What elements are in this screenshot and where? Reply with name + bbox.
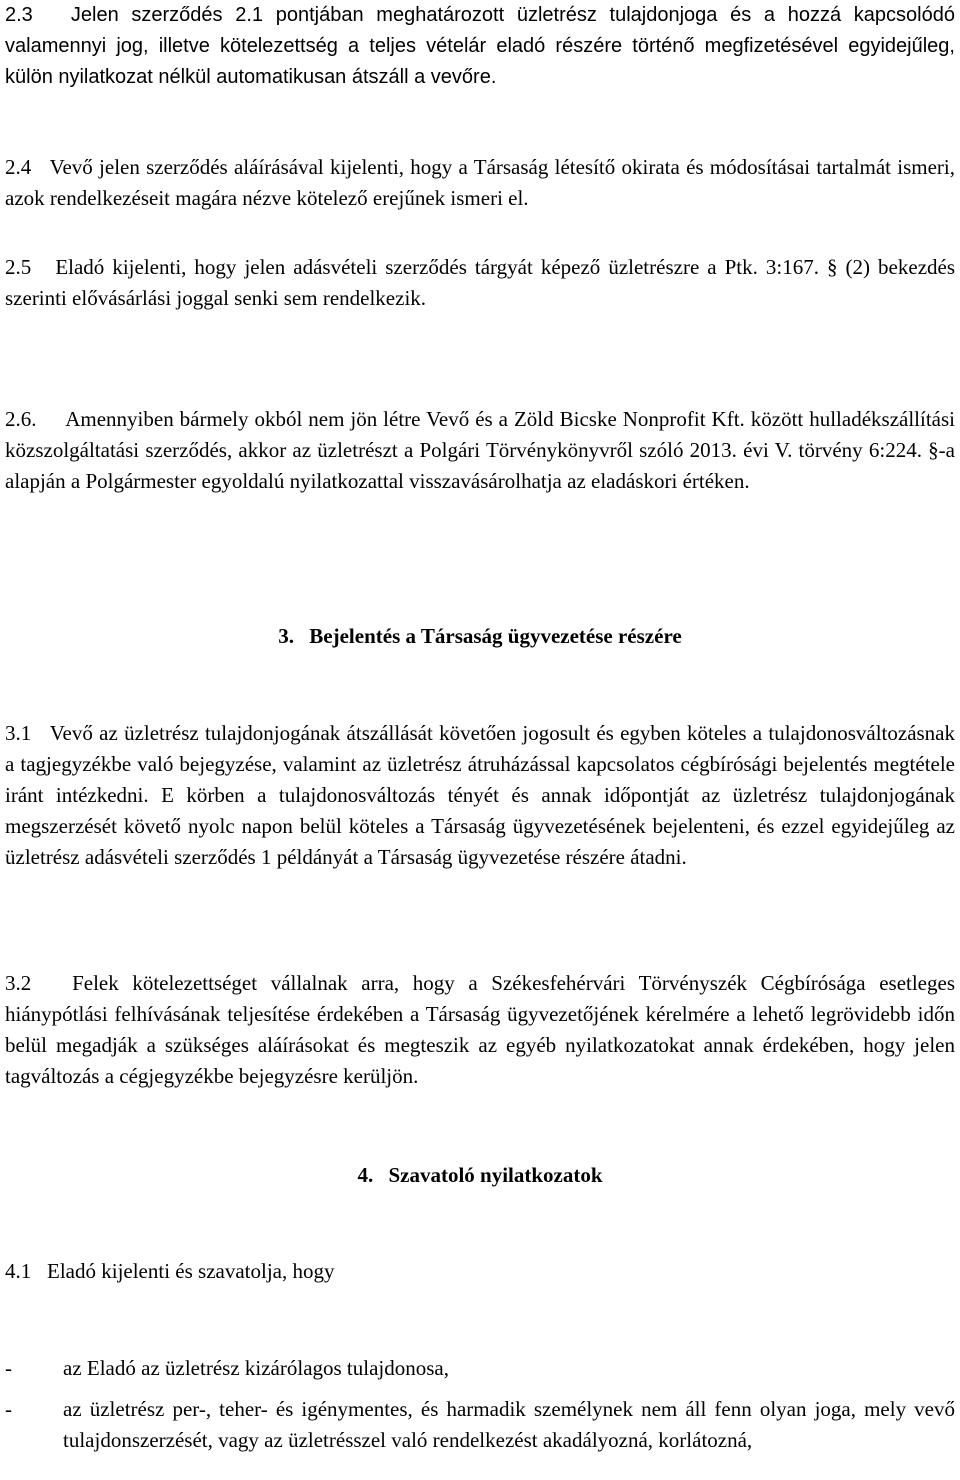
paragraph-text: Vevő az üzletrész tulajdonjogának átszállását követően jogosult és egyben köteles a tulajdonosváltozásnak a tagjegyzékbe való bejegyzése, valamint az üzletrész átruházással kapcsolatos cégbírósági bejelentés megtétele iránt intézkedni. E körben a tulajdonosváltozás tényét és annak időpontját az üzletrész tulajdonjogának megszerzését követő nyolc napon belül köteles a Társaság ügyvezetésének bejelenteni, és ezzel egyidejűleg az üzletrész adásvételi szerződés 1 példányát a Társaság ügyvezetése részére átadni. — [5, 721, 956, 869]
document-page — [5, 0, 955, 1480]
paragraph-2-5 — [5, 252, 955, 314]
heading-number: 3. — [278, 624, 295, 648]
list-dash: - — [5, 1356, 12, 1380]
paragraph-4-1 — [5, 1256, 955, 1287]
paragraph-text: Jelen szerződés 2.1 pontjában meghatározott üzletrész tulajdonjoga és a hozzá kapcsolódó valamennyi jog, illetve kötelezettség a teljes vételár eladó részére történő megfizetésével egyidejűleg, külön nyilatkozat nélkül automatikusan átszáll a vevőre. — [5, 4, 955, 88]
paragraph-2-4 — [5, 152, 955, 214]
paragraph-number: 2.4 — [5, 155, 32, 179]
list-item-text: az Eladó az üzletrész kizárólagos tulajdonosa, — [63, 1356, 449, 1380]
paragraph-text: Amennyiben bármely okból nem jön létre Vevő és a Zöld Bicske Nonprofit Kft. között hulladékszállítási közszolgáltatási szerződés, akkor az üzletrészt a Polgári Törvénykönyvről szóló 2013. évi V. törvény 6:224. §-a alapján a Polgármester egyoldalú nyilatkozattal visszavásárolhatja az eladáskori értéken. — [5, 407, 956, 493]
paragraph-2-3 — [5, 0, 955, 93]
paragraph-3-2 — [5, 968, 955, 1092]
paragraph-number: 4.1 — [5, 1259, 32, 1283]
paragraph-number: 3.1 — [5, 721, 32, 745]
heading-title: Bejelentés a Társaság ügyvezetése részére — [309, 624, 682, 648]
section-heading-4 — [5, 1160, 955, 1191]
list-item — [5, 1394, 955, 1456]
paragraph-number: 3.2 — [5, 971, 32, 995]
paragraph-3-1 — [5, 718, 955, 873]
paragraph-number: 2.3 — [5, 4, 33, 26]
paragraph-text: Eladó kijelenti és szavatolja, hogy — [47, 1259, 335, 1283]
paragraph-number: 2.5 — [5, 255, 32, 279]
paragraph-2-6 — [5, 404, 955, 497]
paragraph-text: Felek kötelezettséget vállalnak arra, hogy a Székesfehérvári Törvényszék Cégbírósága esetleges hiánypótlási felhívásának teljesítése érdekében a Társaság ügyvezetőjének kérelmére a lehető legrövidebb időn belül megadják a szükséges aláírásokat és megteszik az egyéb nyilatkozatokat annak érdekében, hogy jelen tagváltozás a cégjegyzékbe bejegyzésre kerüljön. — [5, 971, 955, 1088]
heading-title: Szavatoló nyilatkozatok — [388, 1163, 603, 1187]
heading-number: 4. — [357, 1163, 374, 1187]
list-dash: - — [5, 1397, 12, 1421]
paragraph-text: Eladó kijelenti, hogy jelen adásvételi szerződés tárgyát képező üzletrészre a Ptk. 3:167. § (2) bekezdés szerinti elővásárlási joggal senki sem rendelkezik. — [5, 255, 956, 310]
list-item-text: az üzletrész per-, teher- és igénymentes, és harmadik személynek nem áll fenn olyan joga, mely vevő tulajdonszerzését, vagy az üzletrésszel való rendelkezést akadályozná, korlátozná, — [63, 1397, 955, 1452]
list-item — [5, 1353, 955, 1384]
paragraph-text: Vevő jelen szerződés aláírásával kijelenti, hogy a Társaság létesítő okirata és módosításai tartalmát ismeri, azok rendelkezéseit magára nézve kötelező erejűnek ismeri el. — [5, 155, 955, 210]
paragraph-number: 2.6. — [5, 407, 37, 431]
section-heading-3 — [5, 621, 955, 652]
